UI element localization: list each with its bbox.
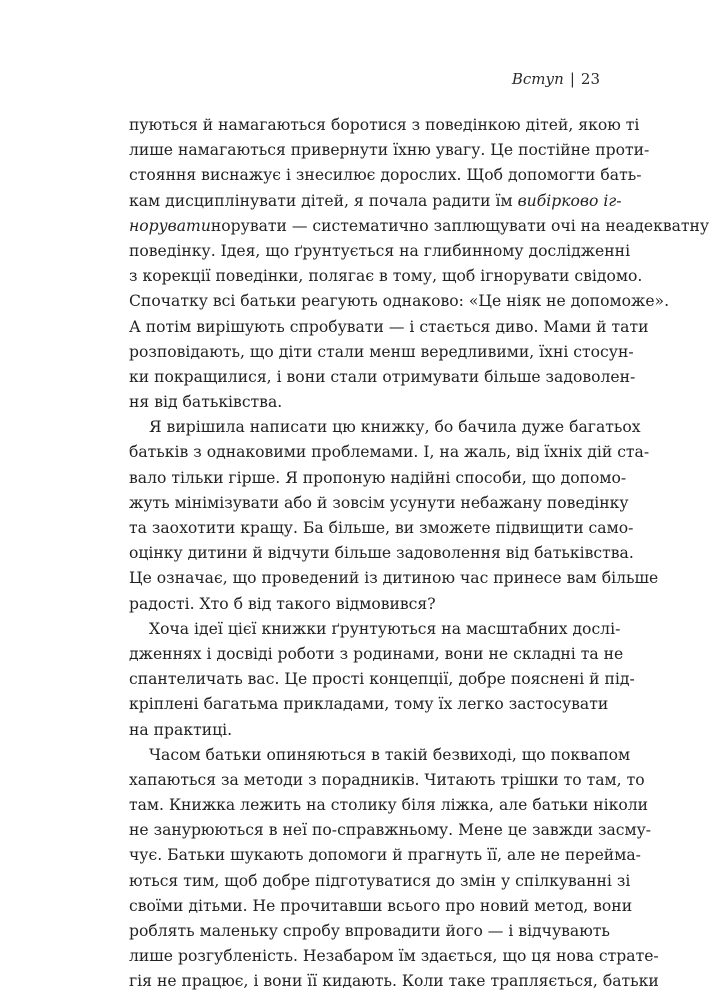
- text-line: там. Книжка лежить на столику біля ліжка, але батьки ніколи: [129, 796, 649, 815]
- text-line: кріплені багатьма прикладами, тому їх легко застосувати: [129, 695, 609, 714]
- page-number: 23: [580, 70, 600, 88]
- text-line-mixed: [129, 214, 710, 239]
- text-line: А потім вирішують спробувати — і стається диво. Мами й тати: [129, 317, 649, 336]
- text-line: з корекції поведінки, полягає в тому, щоб ігнорувати свідомо.: [129, 267, 643, 286]
- text-line: радості. Хто б від такого відмовився?: [129, 594, 436, 613]
- text-line: ються тим, щоб добре підготуватися до змін у спілкуванні зі: [129, 871, 631, 890]
- text-line: гія не працює, і вони її кидають. Коли таке трапляється, батьки: [129, 972, 659, 991]
- text-line: не занурюються в неї по-справжньому. Мене це завжди засму-: [129, 821, 652, 840]
- text-line: дженнях і досвіді роботи з родинами, вони не складні та не: [129, 644, 624, 663]
- text-line: спантеличать вас. Це прості концепції, добре пояснені й під-: [129, 670, 635, 689]
- text-line: розповідають, що діти стали менш вередливими, їхні стосун-: [129, 342, 634, 361]
- text-line: своїми дітьми. Не прочитавши всього про новий метод, вони: [129, 896, 633, 915]
- text-line: лише намагаються привернути їхню увагу. Це постійне проти-: [129, 141, 650, 160]
- text-line: роблять маленьку спробу впровадити його — і відчувають: [129, 922, 610, 940]
- body-text: [129, 113, 710, 995]
- text-line: Це означає, що проведений із дитиною час принесе вам більше: [129, 569, 659, 588]
- text-line: жуть мінімізувати або й зовсім усунути небажану поведінку: [129, 493, 629, 512]
- text-line: Часом батьки опиняються в такій безвиході, що поквапом: [149, 745, 631, 764]
- text-line: та заохотити кращу. Ба більше, ви зможете підвищити само-: [129, 519, 634, 537]
- header-separator: |: [569, 70, 575, 88]
- text-line: вало тільки гірше. Я пропоную надійні способи, що допомо-: [129, 468, 627, 487]
- text-line: Хоча ідеї цієї книжки ґрунтуються на масштабних дослі-: [149, 619, 621, 638]
- text-line: лише розгубленість. Незабаром їм здається, що ця нова страте-: [129, 947, 659, 966]
- italic-fragment: норувати: [129, 216, 211, 235]
- text-line: стояння виснажує і знесилює дорослих. Щоб допомогти бать-: [129, 166, 642, 185]
- section-title: Вступ: [511, 70, 564, 88]
- text-line: ки покращилися, і вони стали отримувати більше задоволен-: [129, 367, 636, 386]
- text-line-mixed: [129, 189, 622, 214]
- text-line: пуються й намагаються боротися з поведінкою дітей, якою ті: [129, 116, 640, 134]
- text-line: на практиці.: [129, 720, 233, 739]
- text-line: оцінку дитини й відчути більше задоволення від батьківства.: [129, 544, 634, 563]
- text-line: чує. Батьки шукають допомоги й прагнуть її, але не перейма-: [129, 846, 641, 865]
- text-line: поведінку. Ідея, що ґрунтується на глибинному дослідженні: [129, 241, 631, 260]
- text-fragment: норувати — систематично заплющувати очі на неадекватну: [210, 216, 710, 235]
- text-line: Я вирішила написати цю книжку, бо бачила дуже багатьох: [149, 418, 641, 437]
- text-line: ня від батьківства.: [129, 393, 283, 412]
- running-header: [512, 70, 600, 88]
- text-line: хапаються за методи з порадників. Читають трішки то там, то: [129, 770, 645, 789]
- text-line: Спочатку всі батьки реагують однаково: «Це ніяк не допоможе».: [129, 292, 670, 311]
- text-line: батьків з однаковими проблемами. І, на жаль, від їхніх дій ста-: [129, 443, 650, 462]
- text-fragment: кам дисциплінувати дітей, я почала радити їм: [129, 191, 518, 210]
- italic-fragment: вибірково іг-: [517, 191, 622, 210]
